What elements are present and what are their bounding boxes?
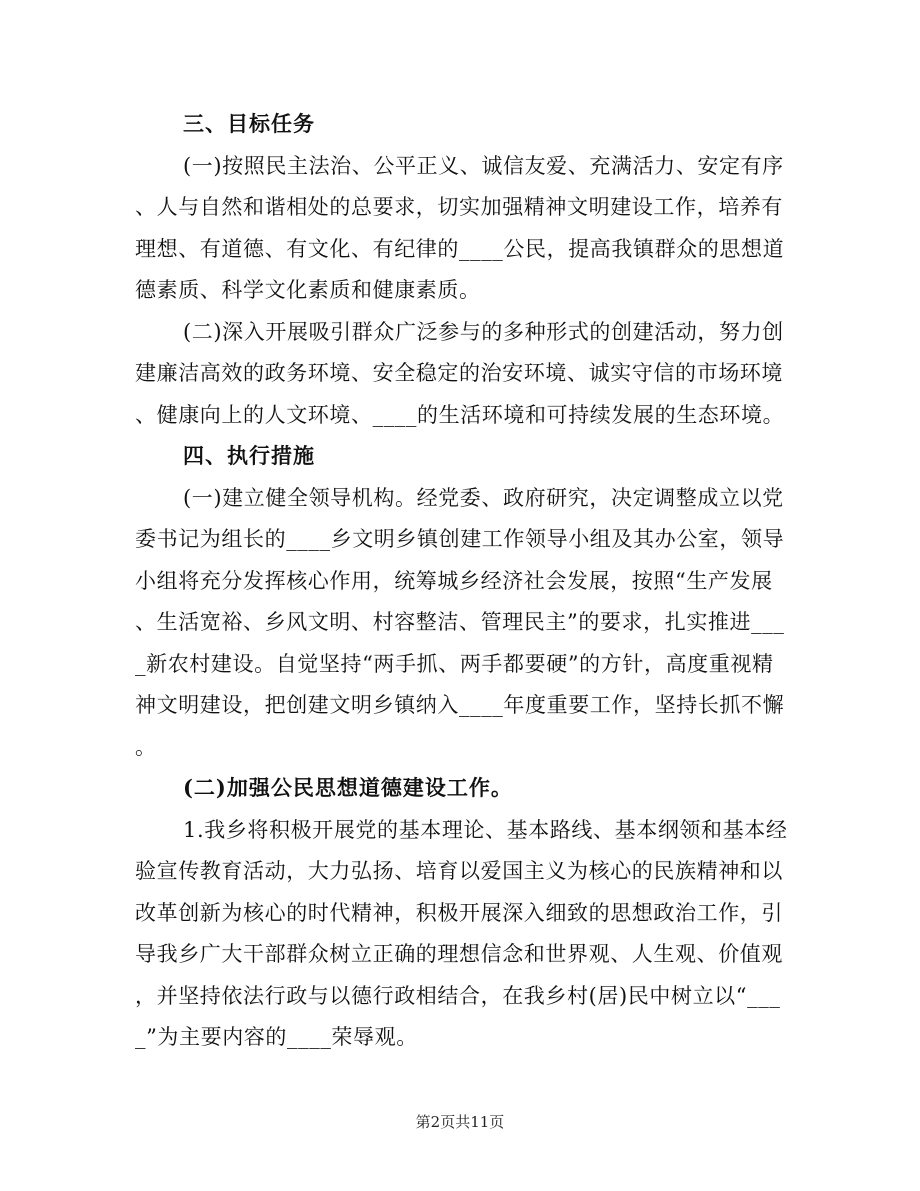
text-line: _”为主要内容的____荣辱观。: [135, 1025, 418, 1049]
text-line: 建廉洁高效的政务环境、安全稳定的治安环境、诚实守信的市场环境: [135, 361, 783, 385]
page-number: 第2页共11页: [415, 1113, 505, 1131]
text-line: 验宣传教育活动，大力弘扬、培育以爱国主义为核心的民族精神和以: [135, 859, 783, 883]
text-line: 、人与自然和谐相处的总要求，切实加强精神文明建设工作，培养有: [135, 195, 783, 219]
section-heading-4: 四、执行措施: [183, 443, 315, 468]
text-line: 神文明建设，把创建文明乡镇纳入____年度重要工作，坚持长抓不懈: [135, 693, 785, 717]
text-line: (一)建立健全领导机构。经党委、政府研究，决定调整成立以党: [183, 486, 784, 510]
subsection-heading: (二)加强公民思想道德建设工作。: [183, 775, 513, 800]
text-line: 改革创新为核心的时代精神，积极开展深入细致的思想政治工作，引: [135, 901, 783, 925]
text-line: 1.我乡将积极开展党的基本理论、基本路线、基本纲领和基本经: [183, 818, 788, 842]
text-line: (二)深入开展吸引群众广泛参与的多种形式的创建活动，努力创: [183, 320, 784, 344]
section-heading-3: 三、目标任务: [183, 111, 315, 136]
text-line: ，并坚持依法行政与以德行政相结合，在我乡村(居)民中树立以“___: [135, 984, 781, 1008]
text-line: 、健康向上的人文环境、____的生活环境和可持续发展的生态环境。: [135, 403, 785, 427]
text-line: _新农村建设。自觉坚持“两手抓、两手都要硬”的方针，高度重视精: [135, 652, 774, 676]
text-line: 。: [135, 735, 157, 759]
text-line: 、生活宽裕、乡风文明、村容整洁、管理民主”的要求，扎实推进___: [135, 610, 785, 634]
text-line: 委书记为组长的____乡文明乡镇创建工作领导小组及其办公室，领导: [135, 527, 785, 551]
text-line: 小组将充分发挥核心作用，统筹城乡经济社会发展，按照“生产发展: [135, 569, 773, 593]
text-line: (一)按照民主法治、公平正义、诚信友爱、充满活力、安定有序: [183, 154, 784, 178]
text-line: 理想、有道德、有文化、有纪律的____公民，提高我镇群众的思想道: [135, 237, 785, 261]
text-line: 德素质、科学文化素质和健康素质。: [135, 278, 481, 302]
text-line: 导我乡广大干部群众树立正确的理想信念和世界观、人生观、价值观: [135, 942, 783, 966]
